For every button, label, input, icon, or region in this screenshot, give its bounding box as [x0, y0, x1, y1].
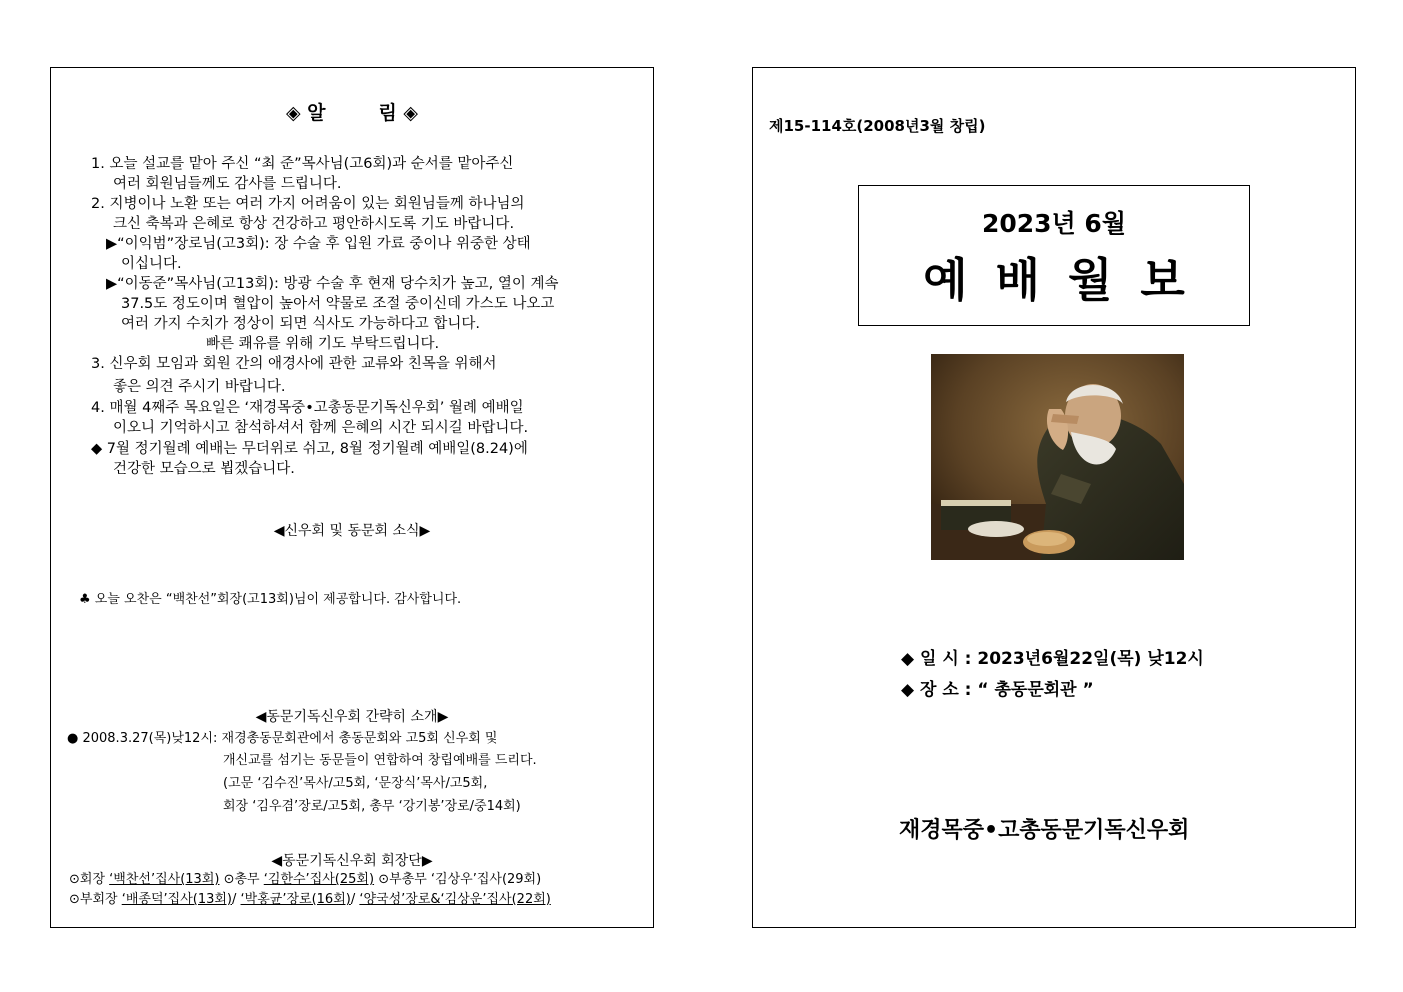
officers-row-1	[69, 870, 541, 890]
notice-line: 건강한 모습으로 뵙겠습니다.	[113, 461, 295, 477]
officer-label: ⊙총무	[219, 872, 264, 887]
organization-name: 재경목중•고총동문기독신우회	[899, 818, 1190, 843]
notice-line: ◆ 7월 정기월례 예배는 무더위로 쉬고, 8월 정기월례 예배일(8.24)에	[91, 441, 528, 457]
notice-line: 37.5도 정도이며 혈압이 높아서 약물로 조절 중이신데 가스도 나오고	[121, 296, 555, 312]
title-box	[858, 185, 1250, 326]
event-place: ◆ 장 소 : “ 총동문회관 ”	[901, 680, 1094, 700]
notice-line: 이십니다.	[121, 256, 182, 272]
notice-line: ▶“이익범”장로님(고3회): 장 수술 후 입원 가료 중이나 위중한 상태	[106, 236, 531, 252]
title-main: 예배월보	[923, 253, 1213, 307]
notice-title: ◈ 알 림 ◈	[285, 102, 419, 124]
notice-line: 4. 매월 4째주 목요일은 ‘재경목중•고총동문기독신우회’ 월례 예배일	[91, 400, 524, 416]
officer-label: ⊙회장	[69, 872, 110, 887]
notice-line: 여러 가지 수치가 정상이 되면 식사도 가능하다고 합니다.	[121, 316, 481, 332]
notice-line: 1. 오늘 설교를 맡아 주신 “최 준”목사님(고6회)과 순서를 맡아주신	[91, 156, 514, 172]
notice-line: 여러 회원님들께도 감사를 드립니다.	[113, 176, 342, 192]
officers-section-title: ◀동문기독신우회 회장단▶	[271, 853, 433, 869]
officer-secretary: ‘김한수’집사(25회)	[263, 872, 375, 887]
intro-line: (고문 ‘김수진’목사/고5회, ‘문장식’목사/고5회,	[223, 776, 488, 791]
intro-line: 개신교를 섬기는 동문들이 연합하여 창립예배를 드리다.	[223, 753, 537, 768]
officer-vice-president: ‘배종덕’집사(13회)	[121, 892, 233, 907]
praying-old-man-photo	[931, 354, 1184, 560]
notice-line: 크신 축복과 은혜로 항상 건강하고 평안하시도록 기도 바랍니다.	[113, 216, 515, 232]
officer-vice-president: ‘박홍균’장로(16회)	[240, 892, 351, 907]
notice-line: 좋은 의견 주시기 바랍니다.	[113, 379, 286, 395]
right-page	[752, 67, 1356, 928]
lunch-note: ♣ 오늘 오찬은 “백찬선”회장(고13회)님이 제공합니다. 감사합니다.	[79, 592, 462, 607]
issue-number: 제15-114호(2008년3월 창립)	[769, 117, 986, 135]
title-year: 2023년 6월	[982, 209, 1126, 238]
intro-line: 회장 ‘김우겸’장로/고5회, 총무 ‘강기봉’장로/중14회)	[223, 799, 521, 814]
notice-line: 빠른 쾌유를 위해 기도 부탁드립니다.	[206, 336, 440, 352]
event-datetime: ◆ 일 시 : 2023년6월22일(목) 낮12시	[901, 649, 1204, 669]
officers-row-2: ⊙부회장 ‘배종덕’집사(13회)/ ‘박홍균’장로(16회)/ ‘양국성’장로&‘김상운’집사(22회)	[69, 892, 551, 907]
notice-line: ▶“이동준”목사님(고13회): 방광 수술 후 현재 당수치가 높고, 열이 계속	[106, 276, 559, 292]
officer-vice-secretary: ⊙부총무 ‘김상우’집사(29회)	[374, 872, 542, 887]
notice-line: 이오니 기억하시고 참석하셔서 함께 은혜의 시간 되시길 바랍니다.	[113, 420, 529, 436]
officer-vice-president: ‘양국성’장로&‘김상운’집사(22회)	[359, 892, 551, 907]
officer-label: ⊙부회장	[69, 892, 122, 907]
notice-line: 3. 신우회 모임과 회원 간의 애경사에 관한 교류와 친목을 위해서	[91, 356, 497, 372]
officer-president: ‘백찬선’집사(13회)	[109, 872, 220, 887]
intro-section-title: ◀동문기독신우회 간략히 소개▶	[255, 709, 449, 725]
news-section-title: ◀신우회 및 동문회 소식▶	[273, 523, 431, 539]
notice-line: 2. 지병이나 노환 또는 여러 가지 어려움이 있는 회원님들께 하나님의	[91, 196, 525, 212]
intro-line: ● 2008.3.27(목)낮12시: 재경총동문회관에서 총동문회와 고5회 신우회 및	[67, 731, 498, 746]
left-page	[50, 67, 654, 928]
